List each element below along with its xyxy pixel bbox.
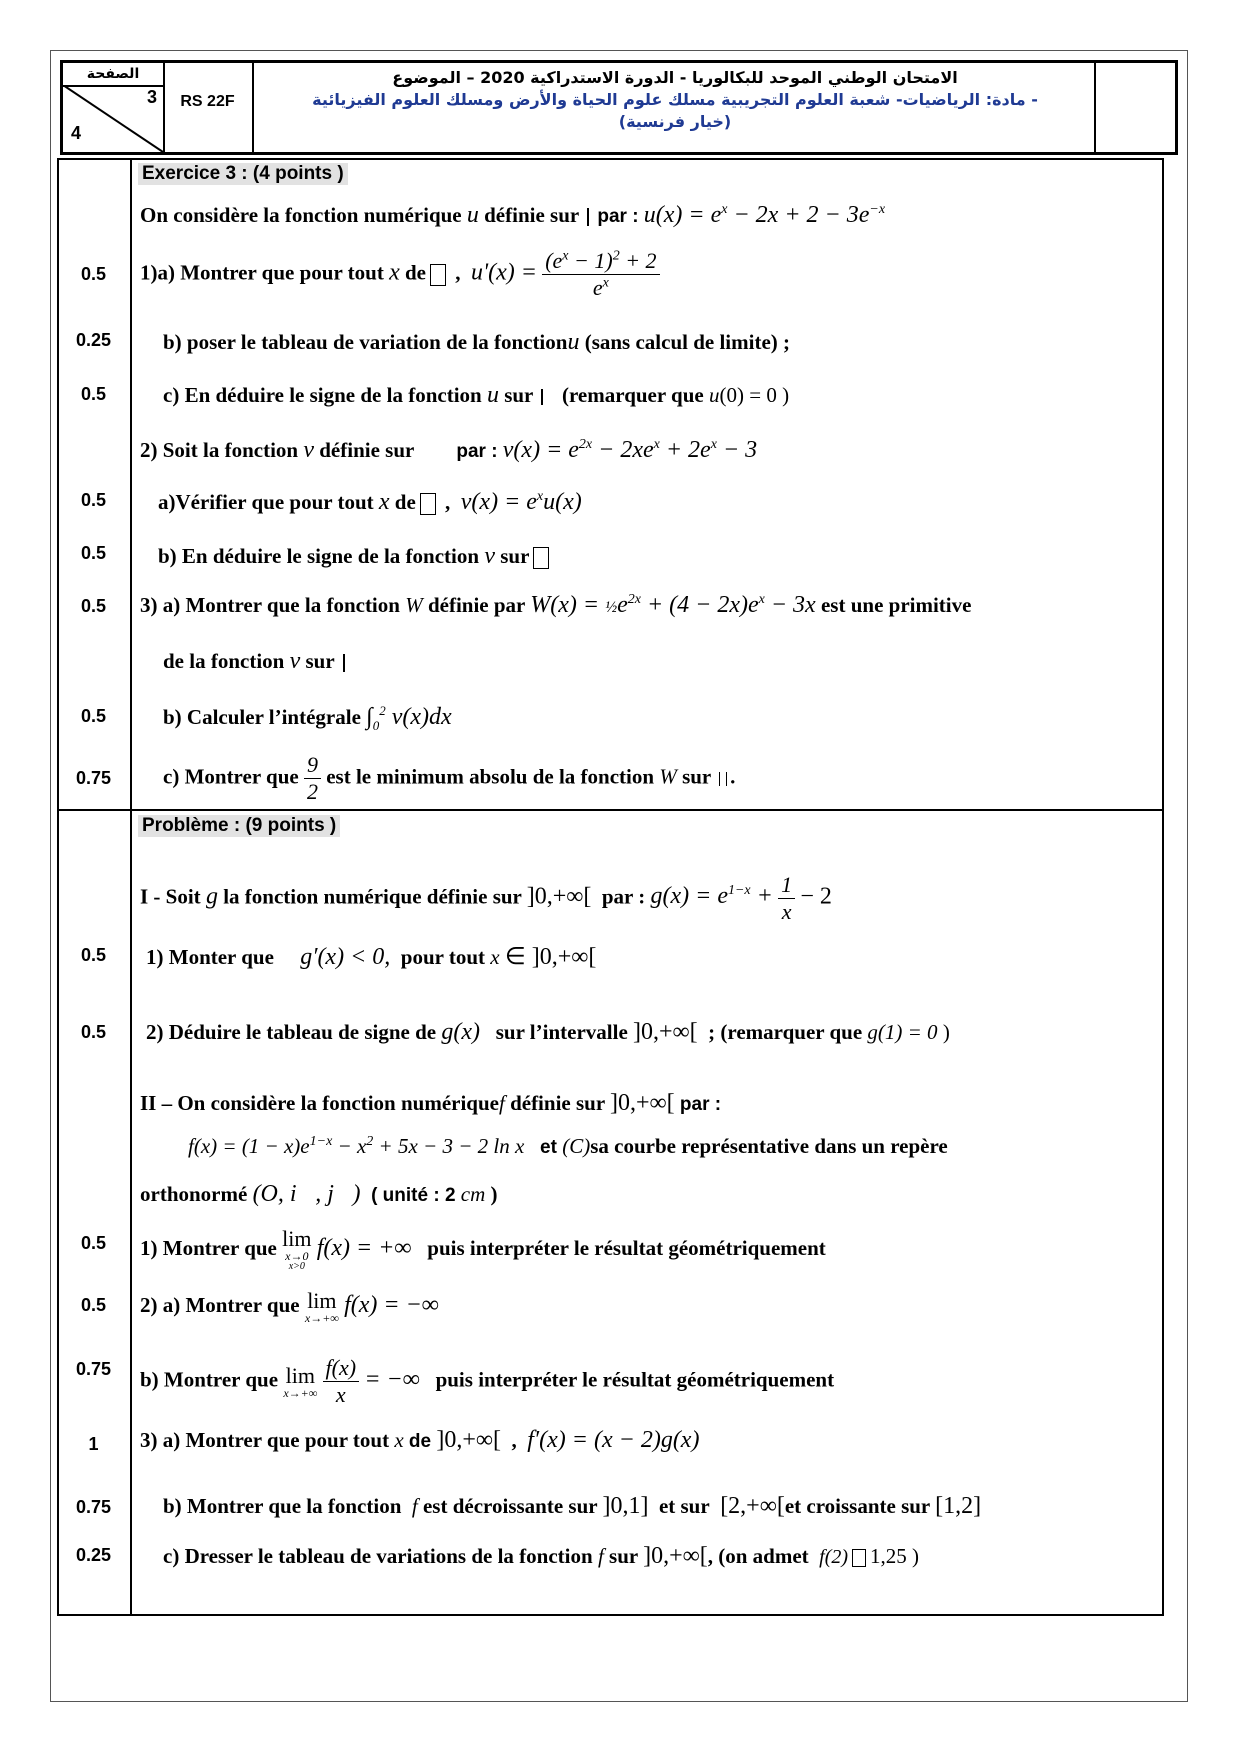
page-number: 3 bbox=[146, 87, 157, 107]
points-value: 0.5 bbox=[80, 1295, 107, 1315]
section-divider bbox=[57, 809, 1164, 811]
prob-II-q2a: 2) a) Montrer que lim x→+∞ f(x) = −∞ bbox=[140, 1288, 439, 1325]
ex3-q1c: c) En déduire le signe de la fonction u sur (remarquer que u(0) = 0 ) bbox=[163, 382, 790, 408]
points-value: 1 bbox=[88, 1434, 99, 1454]
ex3-q2a: a)Vérifier que pour tout x de , $v(x) = e^xu(x)$ bbox=[158, 489, 582, 515]
points-value: 0.5 bbox=[80, 384, 107, 404]
points-value: 0.75 bbox=[75, 1359, 112, 1379]
points-value: 0.75 bbox=[75, 1497, 112, 1517]
points-value: 0.25 bbox=[75, 330, 112, 350]
ex3-q3c: c) Montrer que $\frac{9}{2}$ est le minimum absolu de la fonction W sur . bbox=[163, 752, 736, 804]
ex3-intro: On considère la fonction numérique u définie sur par : $u(x) = e^x - 2x + 2 - 3e^{-x}$ bbox=[140, 202, 886, 228]
prob-II-q2b: b) Montrer que lim x→+∞ $\frac{f(x)}{x}$ = −∞ puis interpréter le résultat géométriquement bbox=[140, 1355, 835, 1407]
prob-II-frame: orthonormé (O, i⃗, j⃗) ( unité : 2 cm ) bbox=[140, 1181, 498, 1207]
ex3-q2b: b) En déduire le signe de la fonction v sur bbox=[158, 543, 553, 570]
ex3-q3b: b) Calculer l’intégrale $\int_0^2$ v(x)dx bbox=[163, 703, 452, 733]
page-number-cell bbox=[63, 63, 165, 152]
points-value: 0.75 bbox=[75, 768, 112, 788]
prob-I-intro: I - Soit g la fonction numérique définie sur ]0,+∞[ par : $g(x) = e^{1-x}$ + $\frac{1}{x}$ − 2 bbox=[140, 872, 832, 924]
title-line-1: الامتحان الوطني الموحد للبكالوريا - الدورة الاستدراكية 2020 – الموضوع bbox=[392, 68, 958, 87]
ex3-q1a: 1)a) Montrer que pour tout x de , u'(x) = $\frac{(e^x - 1)^2 + 2}{e^x}$ bbox=[140, 248, 660, 301]
exercise-title: Exercice 3 : (4 points ) bbox=[138, 163, 348, 185]
points-value: 0.5 bbox=[80, 264, 107, 284]
ex3-q3a: 3) a) Montrer que la fonction W définie par $W(x) = \frac{1}{2}e^{2x} + (4 - 2x)e^x - 3x$ est une primitive bbox=[140, 592, 972, 618]
points-value: 0.5 bbox=[80, 706, 107, 726]
points-value: 0.5 bbox=[80, 1022, 107, 1042]
prob-II-intro: II – On considère la fonction numériquef définie sur ]0,+∞[ par : bbox=[140, 1090, 722, 1116]
points-value: 0.5 bbox=[80, 1233, 107, 1253]
points-value: 0.5 bbox=[80, 596, 107, 616]
title-line-2: - مادة: الرياضيات- شعبة العلوم التجريبية مسلك علوم الحياة والأرض ومسلك العلوم الفيزيائية bbox=[312, 90, 1038, 109]
points-column-divider bbox=[130, 158, 132, 1616]
ex3-q3a-cont: de la fonction v sur bbox=[163, 648, 348, 675]
prob-II-q1: 1) Montrer que lim x→0 x>0 f(x) = +∞ puis interpréter le résultat géométriquement bbox=[140, 1226, 826, 1272]
exam-header bbox=[60, 60, 1178, 155]
points-value: 0.5 bbox=[80, 490, 107, 510]
page-total: 4 bbox=[71, 123, 82, 143]
prob-II-q3c: c) Dresser le tableau de variations de la fonction f sur ]0,+∞[, (on admet f(2) 1,25 ) bbox=[163, 1543, 920, 1569]
problem-title: Problème : (9 points ) bbox=[138, 815, 340, 837]
prob-I-q1: 1) Monter que g′(x) < 0, pour tout x ∈ ]0,+∞[ bbox=[146, 944, 597, 970]
exam-code: RS 22F bbox=[163, 63, 254, 152]
prob-II-q3b: b) Montrer que la fonction f est décroissante sur ]0,1] et sur [2,+∞[et croissante sur [1,2] bbox=[163, 1493, 982, 1519]
prob-II-q3a: 3) a) Montrer que pour tout x de ]0,+∞[ , f′(x) = (x − 2)g(x) bbox=[140, 1427, 700, 1453]
ex3-q2: 2) Soit la fonction v définie sur par : $v(x) = e^{2x} - 2xe^x + 2e^x - 3$ bbox=[140, 437, 758, 463]
page-label: الصفحة bbox=[63, 63, 163, 87]
prob-II-f-def: $f(x) = (1 - x)e^{1-x} - x^2 + 5x - 3 - 2$ ln x et (C)sa courbe représentative dans un repère bbox=[188, 1134, 948, 1158]
points-value: 0.5 bbox=[80, 945, 107, 965]
points-value: 0.25 bbox=[75, 1545, 112, 1565]
ex3-q1b: b) poser le tableau de variation de la fonctionu (sans calcul de limite) ; bbox=[163, 329, 791, 355]
title-line-3: (خيار فرنسية) bbox=[618, 112, 732, 131]
prob-I-q2: 2) Déduire le tableau de signe de g(x) sur l’intervalle ]0,+∞[ ; (remarquer que g(1) = 0 ) bbox=[146, 1019, 950, 1045]
exam-title bbox=[256, 63, 1096, 152]
points-value: 0.5 bbox=[80, 543, 107, 563]
